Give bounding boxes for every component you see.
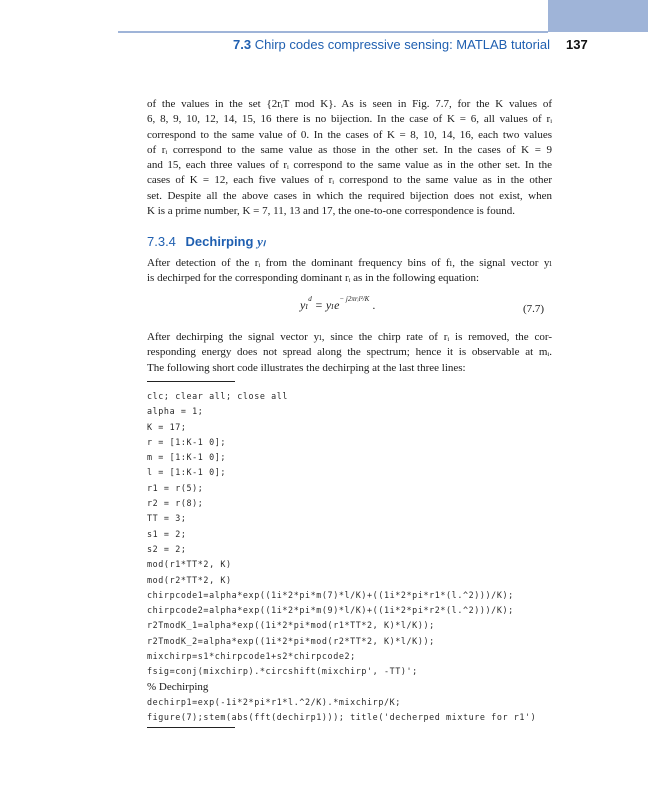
code-line: mod(r1*TT*2, K) — [147, 559, 232, 570]
code-line: s2 = 2; — [147, 543, 187, 554]
matlab-code-listing — [147, 389, 536, 726]
header-rule — [118, 31, 548, 33]
code-line: fsig=conj(mixchirp).*circshift(mixchirp', -TT)'; — [147, 666, 418, 677]
code-line: chirpcode2=alpha*exp((1i*2*pi*m(9)*l/K)+((1i*2*pi*r2*(l.^2)))/K); — [147, 605, 514, 616]
code-line: alpha = 1; — [147, 406, 204, 417]
equation-7-7 — [300, 295, 376, 313]
paragraph-line: K is a prime number, K = 7, 11, 13 and 17, the one-to-one correspondence is found. — [147, 205, 515, 218]
equation-lhs: yₗ — [300, 298, 309, 312]
equation-rhs: = yₗe — [314, 298, 340, 312]
code-line: dechirp1=exp(-1i*2*pi*r1*l.^2/K).*mixchirp/K; — [147, 696, 401, 707]
paragraph-line: 6, 8, 9, 10, 12, 14, 15, 16 there is no bijection. In the case of K = 6, all values of rᵢ — [147, 113, 552, 126]
code-line: figure(7);stem(abs(fft(dechirp1))); title('decherped mixture for r1') — [147, 712, 537, 723]
subsection-symbol: yₗ — [257, 234, 266, 249]
equation-label: (7.7) — [523, 303, 545, 315]
paragraph-line: set. Despite all the above cases in which the required bijection does not exist, when — [147, 189, 552, 202]
paragraph-line: and 15, each three values of rᵢ correspond to the same value as in the other set. In the — [147, 159, 552, 172]
paragraph-line: The following short code illustrates the dechirping at the last three lines: — [147, 361, 466, 374]
equation-exponent: − j2πrᵢl²/K — [339, 295, 370, 303]
running-head-title: Chirp codes compressive sensing: MATLAB tutorial — [254, 37, 550, 52]
code-line: chirpcode1=alpha*exp((1i*2*pi*m(7)*l/K)+((1i*2*pi*r1*(l.^2)))/K); — [147, 589, 514, 600]
code-line: s1 = 2; — [147, 528, 187, 539]
subsection-title: Dechirping — [185, 234, 254, 249]
paragraph-bijection — [147, 97, 552, 219]
paragraph-line: of rᵢ correspond to the same value as those in the other set. In the cases of K = 9 — [147, 143, 552, 156]
code-line: K = 17; — [147, 421, 187, 432]
code-comment-line: % Dechirping — [147, 680, 209, 693]
page-number: 137 — [566, 37, 588, 52]
code-line: r2TmodK_1=alpha*exp((1i*2*pi*mod(r1*TT*2, K)*l/K)); — [147, 620, 435, 631]
code-line: r2 = r(8); — [147, 498, 204, 509]
code-line: mixchirp=s1*chirpcode1+s2*chirpcode2; — [147, 651, 356, 662]
paragraph-line: correspond to the same value of 0. In the cases of K = 8, 10, 14, 16, each two values — [147, 128, 552, 141]
running-head — [233, 37, 550, 52]
paragraph-line: responding energy does not spread along the spectrum; hence it is observable at mᵢ. — [147, 346, 552, 359]
code-line: r = [1:K-1 0]; — [147, 436, 226, 447]
code-line: r2TmodK_2=alpha*exp((1i*2*pi*mod(r2*TT*2, K)*l/K)); — [147, 635, 435, 646]
code-line: TT = 3; — [147, 513, 187, 524]
paragraph-line: cases of K = 12, each five values of rᵢ correspond to the same value as in the other — [147, 174, 552, 187]
paragraph-line: of the values in the set {2rᵢT mod K}. As is seen in Fig. 7.7, for the K values of — [147, 98, 552, 110]
running-head-section-number: 7.3 — [233, 37, 252, 52]
code-top-rule — [147, 381, 235, 382]
code-line: clc; clear all; close all — [147, 391, 289, 401]
header-color-block — [548, 0, 648, 32]
paragraph-line: After dechirping the signal vector yₗ, since the chirp rate of rᵢ is removed, the cor- — [147, 331, 552, 343]
paragraph-line: After detection of the rᵢ from the dominant frequency bins of fₗ, the signal vector yₗ — [147, 257, 552, 269]
code-line: r1 = r(5); — [147, 482, 204, 493]
equation-end: . — [372, 298, 376, 312]
subsection-heading — [147, 234, 265, 250]
code-line: mod(r2*TT*2, K) — [147, 574, 232, 585]
paragraph-dechirp-intro — [147, 256, 552, 287]
code-bottom-rule — [147, 727, 235, 728]
paragraph-after-dechirp — [147, 330, 552, 376]
equation-lhs-superscript: d — [308, 295, 312, 303]
code-line: m = [1:K-1 0]; — [147, 452, 226, 463]
subsection-number: 7.3.4 — [147, 234, 176, 249]
paragraph-line: is dechirped for the corresponding dominant rᵢ as in the following equation: — [147, 272, 480, 285]
code-line: l = [1:K-1 0]; — [147, 467, 226, 478]
